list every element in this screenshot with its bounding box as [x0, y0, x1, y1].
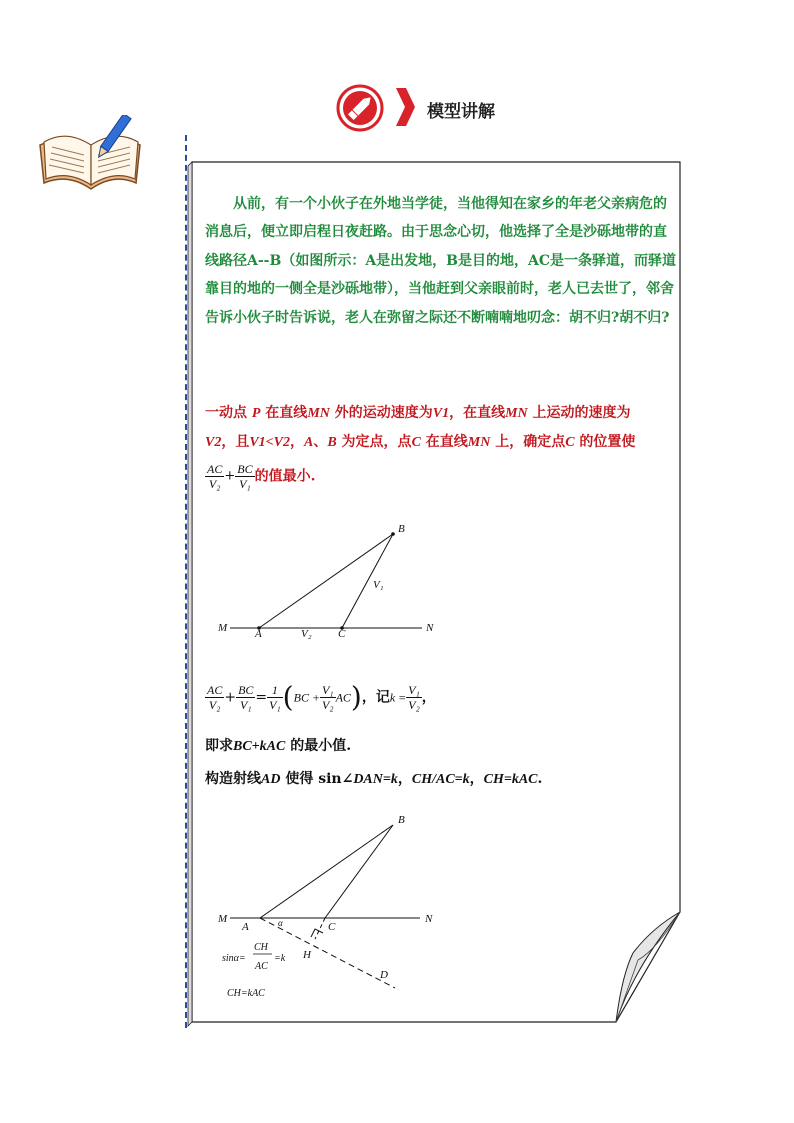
open-book-pen-icon [36, 115, 146, 205]
derivation-formula: $\frac{AC}{\text{V₂}}$ + $\frac{BC}{\text{V₁}}$ = $\frac{1}{\text{V₁}}$ (BC + $\frac{\text{V₁}}{\text{V₂}}$ AC)，记k = $\frac{\text{V₁}}{\text{V₂}}$ ， [207, 680, 436, 714]
fig1-label-M: M [218, 622, 228, 634]
fig1-label-V2: V₂ [301, 628, 312, 640]
fig2-label-D: D [380, 969, 388, 981]
fig1-label-V1: V₁ [373, 579, 384, 591]
fig2-label-C: C [328, 921, 336, 933]
story-paragraph: 从前，有一个小伙子在外地当学徒，当他得知在家乡的年老父亲病危的消息后，便立即启程日夜赶路。由于思念心切，他选择了全是沙砾地带的直线路径A--B（如图所示：A是出发地，B是目的地，AC是一条驿道，而驿道靠目的地的一侧全是沙砾地带），当他赶到父亲眼前时，老人已去世了，邻舍告诉小伙子时告诉说，老人在弥留之际还不断喃喃地叨念：胡不归?胡不归? [205, 196, 677, 326]
figure-1-diagram [200, 515, 460, 645]
problem-fraction-line: $\frac{AC}{\text{V₂}}$ + $\frac{BC}{\text{V₁}}$ 的值最小. [207, 462, 316, 491]
fig1-label-A: A [255, 628, 262, 640]
fig2-label-N: N [425, 913, 433, 925]
fig2-label-alpha: α [278, 918, 283, 928]
fig2-label-A: A [242, 921, 249, 933]
pencil-badge-icon [335, 83, 385, 133]
fig2-sin-tail: =k [274, 953, 286, 964]
fig2-sin-den: AC [255, 961, 268, 972]
fig2-label-B: B [398, 814, 405, 826]
fig2-label-M: M [218, 913, 228, 925]
fig2-sin-label: sinα= [222, 953, 246, 964]
fig1-label-C: C [338, 628, 346, 640]
fig1-label-N: N [426, 622, 434, 634]
fig2-label-H: H [303, 949, 311, 961]
fig2-ch-eq: CH=kAC [227, 988, 265, 999]
header-title: 模型讲解 [427, 102, 495, 122]
derivation-construction: 构造射线AD 使得 sin∠DAN=k，CH/AC=k，CH=kAC. [205, 771, 543, 787]
fig1-label-B: B [398, 523, 405, 535]
chevron-right-icon [394, 86, 416, 128]
fig2-sin-num: CH [254, 942, 268, 953]
derivation-goal: 即求BC+kAC 的最小值. [205, 738, 352, 754]
problem-statement: 一动点 P 在直线MN 外的运动速度为V1，在直线MN 上运动的速度为 V2，且V1<V2，A、B 为定点，点C 在直线MN 上，确定点C 的位置使 [205, 405, 636, 450]
figure-2-diagram [205, 808, 455, 1003]
